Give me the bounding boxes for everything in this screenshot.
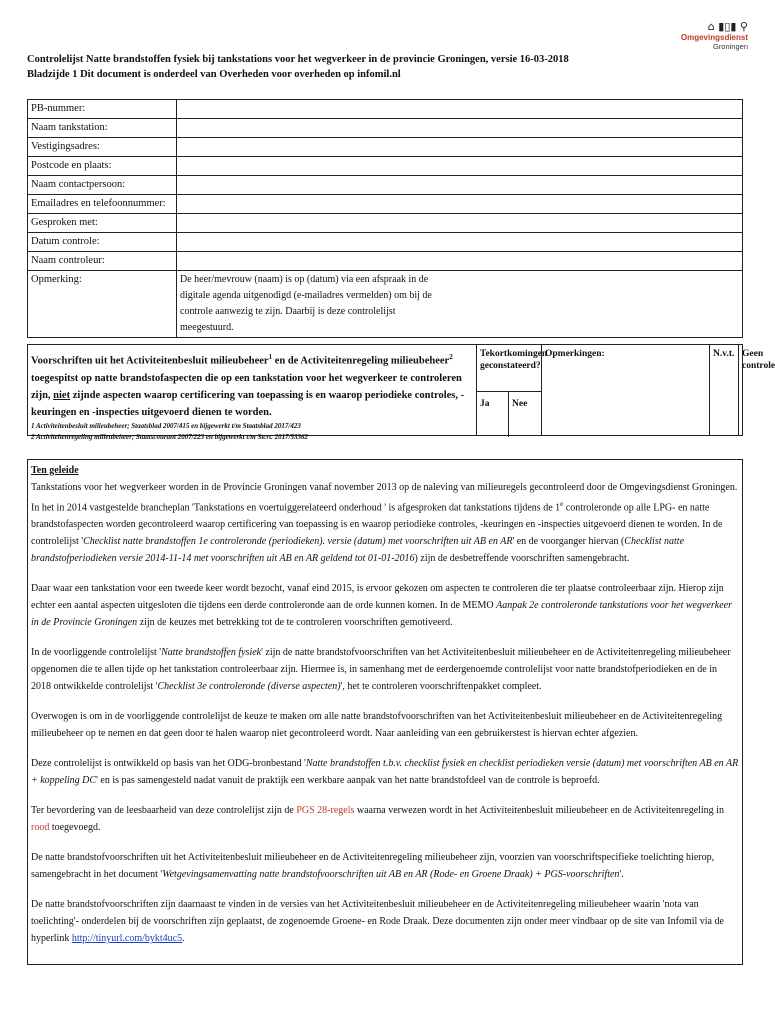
red-highlight: rood [31,822,50,834]
info-row [28,176,743,195]
req-text: toegespitst op natte brandstofaspecten die op een tankstation voor het wegverkeer te controleren zijn, [31,372,462,401]
info-row [28,195,743,214]
document-title: Controlelijst Natte brandstoffen fysiek bij tankstations voor het wegverkeer in de provincie Groningen, versie 16-03-2018 [27,54,569,65]
remarks-header: Opmerkingen: [542,345,710,435]
intro-paragraph: Overwogen is om in de voorliggende controlelijst de keuze te maken om alle natte brandstofvoorschriften van het Activiteitenbesluit milieubeheer en de Activiteitenregeling milieubeheer op te nemen en dat geen door te halen waarop niet gecontroleerd wordt. Naar aanleiding van een gebruikerstest is hiervan echter afgezien. [31,711,723,740]
intro-paragraph: De natte brandstofvoorschriften zijn daarnaast te vinden in de versies van het Activiteitenbesluit milieubeheer en de Activiteitenregeling milieubeheer waarin 'nota van toelichting'- onderdelen bij de voorschriften zijn geplaatst, de zogenoemde Groene- en Rode Draak. Deze documenten zijn onder meer vindbaar op de site van Infomil via de hyperlink http://tinyurl.com/bykt4uc5. [31,899,724,945]
info-label: Emailadres en telefoonnummer: [28,195,177,214]
info-label: Naam contactpersoon: [28,176,177,195]
no-header: Nee [512,399,528,409]
footnote-ref: 2 [449,353,453,361]
info-row [28,157,743,176]
organization-logo [668,20,748,72]
info-value[interactable] [177,100,743,119]
info-label: Gesproken met: [28,214,177,233]
info-label: PB-nummer: [28,100,177,119]
info-label: Opmerking: [28,271,177,338]
req-text: en de Activiteitenregeling milieubeheer [272,355,450,367]
intro-paragraph: Tankstations voor het wegverkeer worden in de Provincie Groningen vanaf november 2013 op de naleving van milieuregels gecontroleerd door de Omgevingsdienst Groningen. In het in 2014 vastgestelde brancheplan 'Tankstations en voertuiggerelateerd onderhoud ' is afgesproken dat tankstations tijdens de 1e controleronde op alle LPG- en natte brandstofaspecten worden gecontroleerd waarop certificering van toepassing is en waarop periodieke controles, -keuringen en -inspecties uitgevoerd dienen te worden. In de controlelijst 'Checklist natte brandstoffen 1e controleronde (periodieken). versie (datum) met voorschriften uit AB en AR' en de voorganger hiervan (Checklist natte brandstofperiodieken versie 2014-11-14 met voorschriften uit AB en AR geldend tot 01-01-2016) zijn de desbetreffende voorschriften samengebracht. [31,482,738,565]
info-row [28,214,743,233]
intro-paragraph: De natte brandstofvoorschriften uit het Activiteitenbesluit milieubeheer en de Activiteitenregeling milieubeheer zijn, voorzien van voorschriftspecifieke toelichting hierop, samengebracht in het document 'Wetgevingsamenvatting natte brandstofvoorschriften uit AB en AR (Rode- en Groene Draak) + PGS-voorschriften'. [31,852,715,881]
info-label: Naam tankstation: [28,119,177,138]
introduction-section [27,459,743,965]
red-highlight: PGS 28-regels [296,805,355,817]
info-label: Postcode en plaats: [28,157,177,176]
info-value[interactable] [177,233,743,252]
logo-sub: Groningen [712,42,748,51]
logo-name: Omgevingsdienst [680,33,748,42]
footnote-2: 2 Activiteitenregeling milieubeheer; Staatscourant 2007/223 en bijgewerkt t/m Stcrt. 2017/53362 [31,432,309,441]
yes-no-row [477,391,541,437]
document-header [27,52,667,82]
requirements-description [28,345,477,441]
deficiency-header: Tekortkomingen geconstateerd? [480,349,548,371]
info-value[interactable] [177,138,743,157]
info-row [28,271,743,338]
footnote-ref: 1 [268,353,273,361]
yes-header: Ja [477,392,509,437]
document-subtitle: Bladzijde 1 Dit document is onderdeel van Overheden voor overheden op infomil.nl [27,69,401,80]
info-row [28,100,743,119]
no-check-header: Geen controle [742,349,775,371]
info-row [28,233,743,252]
req-text: Voorschriften uit het Activiteitenbesluit milieubeheer [31,355,269,367]
deficiency-column [477,345,548,435]
info-value[interactable] [177,176,743,195]
section-heading: Ten geleide [31,465,79,476]
footnote-1: 1 Activiteitenbesluit milieubeheer; Staatsblad 2007/415 en bijgewerkt t/m Staatsblad 2017/423 [31,421,301,430]
intro-paragraph: Deze controlelijst is ontwikkeld op basis van het ODG-bronbestand 'Natte brandstoffen t.b.v. checklist fysiek en checklist periodieken versie (datum) met voorschriften AB en AR + koppeling DC' en is pas samengesteld nadat vanuit de praktijk een werkbare aanpak van het natte brandstofdeel van de controle is beproefd. [31,758,739,787]
info-table [27,99,743,338]
info-label: Vestigingsadres: [28,138,177,157]
remark-value[interactable] [177,271,743,338]
req-emphasis: niet [53,389,71,401]
intro-paragraph: Daar waar een tankstation voor een tweede keer wordt bezocht, vanaf eind 2015, is ervoor gekozen om aspecten te controleren die ter plaatse controleerbaar zijn. Hierop zijn echter een aantal aspecten uitgesloten die tijdens een derde controleronde aan de orde kunnen komen. In de MEMO Aanpak 2e controleronde tankstations voor het wegverkeer in de Provincie Groningen zijn de keuzes met betrekking tot de te controleren voorschriften gemotiveerd. [31,583,732,629]
infomil-link[interactable]: http://tinyurl.com/bykt4uc5 [71,933,183,945]
na-header: N.v.t. [710,345,739,435]
remark-text: De heer/mevrouw (naam) is op (datum) via een afspraak in de digitale agenda uitgenodigd (e-mailadres vermelden) om bij de controle aanwezig te zijn. Daarbij is deze controlelijst meegestuurd. [180,274,432,333]
logo-mark-icon: ⌂ ▮▯▮ ⚲ [707,20,748,33]
req-text: zijnde aspecten waarop certificering van toepassing is en waarop periodieke controles, -keuringen en -inspecties uitgevoerd dienen te worden. [31,389,465,418]
intro-paragraph: In de voorliggende controlelijst 'Natte brandstoffen fysiek' zijn de natte brandstofvoorschriften van het Activiteitenbesluit milieubeheer en de Activiteitenregeling milieubeheer opgenomen die te allen tijde op het tankstation controleerbaar zijn. Hiermee is, in samenhang met de eerdergenoemde controlelijst voor natte brandstofperiodieken en de in 2018 ontwikkelde controlelijst 'Checklist 3e controleronde (diverse aspecten)', het te controleren voorschriftenpakket compleet. [31,647,731,693]
info-label: Naam controleur: [28,252,177,271]
info-value[interactable] [177,214,743,233]
info-value[interactable] [177,157,743,176]
info-value[interactable] [177,252,743,271]
info-label: Datum controle: [28,233,177,252]
info-value[interactable] [177,119,743,138]
info-row [28,138,743,157]
requirements-header [27,344,775,441]
intro-paragraph: Ter bevordering van de leesbaarheid van deze controlelijst zijn de PGS 28-regels waarna verwezen wordt in het Activiteitenbesluit milieubeheer en de Activiteitenregeling in rood toegevoegd. [31,805,724,834]
info-row [28,252,743,271]
info-row [28,119,743,138]
info-value[interactable] [177,195,743,214]
